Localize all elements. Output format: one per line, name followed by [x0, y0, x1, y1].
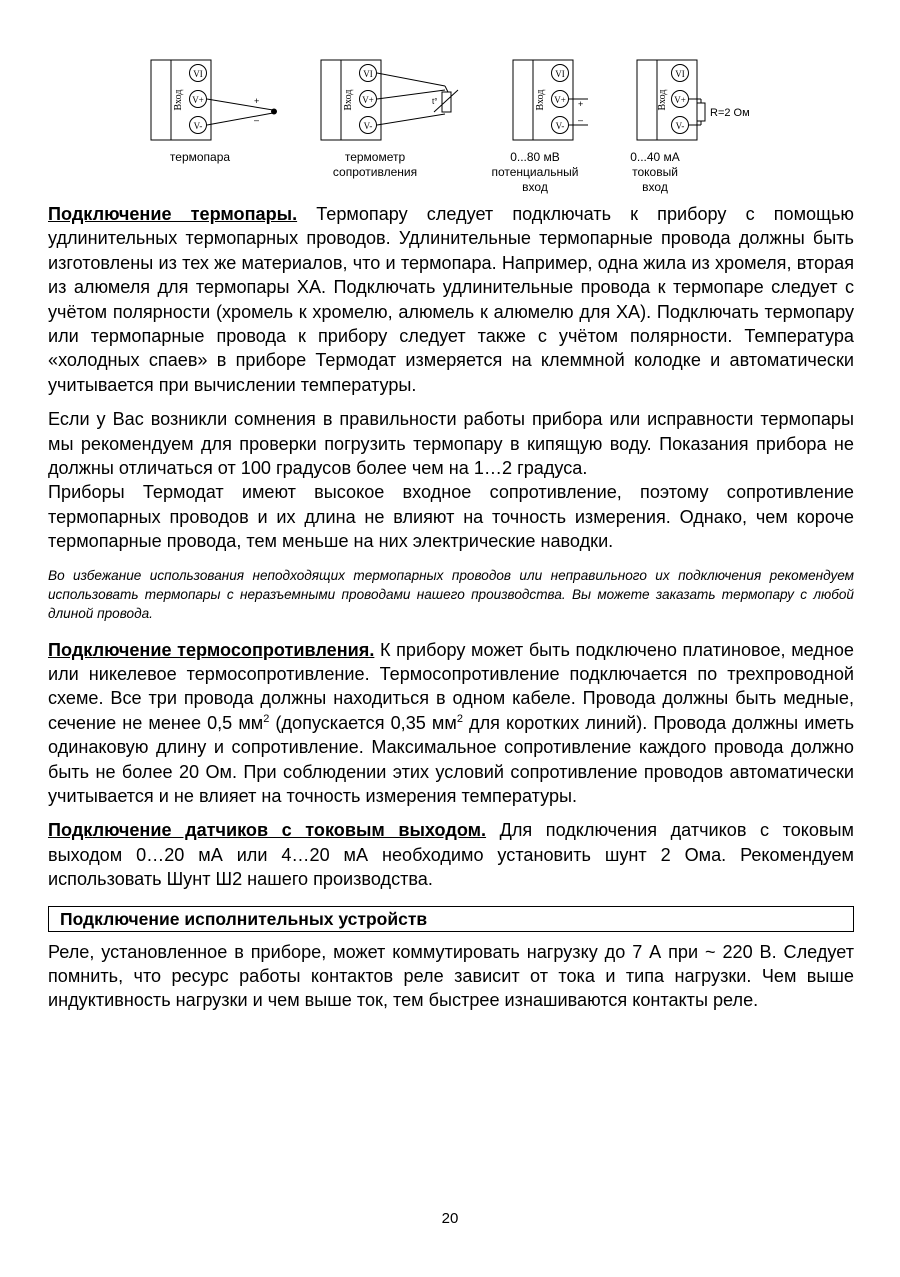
plus-sign: + — [578, 99, 584, 109]
plus-sign: + — [254, 96, 260, 106]
input-label: Вход — [535, 89, 546, 111]
input-label: Вход — [173, 89, 184, 111]
minus-sign: – — [578, 115, 584, 125]
terminal-v1-label: VI — [363, 69, 373, 79]
rtd-paragraph — [48, 638, 854, 809]
terminal-vplus-label: V+ — [362, 95, 374, 105]
terminal-vplus-label: V+ — [192, 95, 204, 105]
superscript: 2 — [456, 712, 463, 725]
note-paragraph: Во избежание использования неподходящих термопарных проводов или неправильного их подключения рекомендуем использовать термопары с неразъемными проводами нашего производства. Вы можете заказать термопару с любой длиной провода. — [48, 567, 854, 622]
rtd-heading: Подключение термосопротивления. — [48, 639, 375, 660]
rtd-diagram — [320, 0, 470, 148]
terminal-vminus-label: V- — [193, 121, 203, 131]
thermocouple-diagram — [150, 0, 290, 148]
mv-caption-line2: потенциальный — [491, 165, 579, 179]
ma-caption-line1: 0...40 мА — [630, 150, 680, 164]
terminal-v1-label: VI — [675, 69, 685, 79]
mv-caption-line3: вход — [522, 180, 548, 194]
resistor-label: R=2 Ом — [710, 107, 750, 119]
rtd-text-1: К прибору может быть подключено платиновое, медное или никелевое термосопротивление. Термосопротивление подключается по трехпроводной схеме. Все три провода должны находиться в одном кабеле. Провода должны быть медные, сечение не менее 0,5 мм — [48, 639, 854, 733]
page-content — [48, 202, 854, 1013]
mv-caption-line1: 0...80 мВ — [510, 150, 560, 164]
current-paragraph — [48, 818, 854, 891]
thermocouple-text: Термопару следует подключать к прибору с помощью удлинительных термопарных проводов. Удлинительные термопарные провода должны быть изготовлены из тех же материалов, что и термопара. Например, одна жила из хромеля, вторая из алюмеля для термопары ХА. Подключать удлинительные провода к термопаре следует с учётом полярности (хромель к хромелю, алюмель к алюмелю для ХА). Подключать термопару или термопарные провода к прибору следует также с учётом полярности. Температура «холодных спаев» в приборе Термодат измеряется на клеммной колодке и автоматически учитывается при вычислении температуры. — [48, 204, 854, 395]
terminal-vplus-label: V+ — [674, 95, 686, 105]
rtd-text-2: (допускается 0,35 мм — [269, 712, 457, 733]
terminal-v1-label: VI — [555, 69, 565, 79]
page-number: 20 — [441, 1210, 459, 1227]
rtd-caption-line2: сопротивления — [332, 165, 418, 179]
resistance-paragraph: Приборы Термодат имеют высокое входное сопротивление, поэтому сопротивление термопарных проводов и их длина не влияют на точность измерения. Однако, чем короче термопарные провода, тем меньше на них электрические наводки. — [48, 482, 854, 552]
temperature-mark: t° — [432, 97, 438, 106]
terminal-vminus-label: V- — [555, 121, 565, 131]
superscript: 2 — [263, 712, 270, 725]
rtd-caption-line1: термометр — [344, 150, 406, 164]
thermocouple-heading: Подключение термопары. — [48, 204, 298, 224]
minus-sign: – — [254, 115, 260, 125]
ma-caption-line3: вход — [642, 180, 668, 194]
doubt-paragraph: Если у Вас возникли сомнения в правильности работы прибора или исправности термопары мы рекомендуем для проверки погрузить термопару в кипящую воду. Показания прибора не должны отличаться от 100 градусов более чем на 1…2 градуса. — [48, 409, 854, 479]
mv-diagram — [512, 0, 612, 148]
current-heading: Подключение датчиков с токовым выходом. — [48, 820, 487, 841]
rtd-text-3: для коротких линий). Провода должны иметь одинаковую длину и сопротивление. Максимальное сопротивление каждого провода должно быть не более 20 Ом. При соблюдении этих условий сопротивление проводов автоматически учитывается и не влияет на точность измерения температуры. — [48, 712, 854, 807]
terminal-v1-label: VI — [193, 69, 203, 79]
current-text: Для подключения датчиков с токовым выходом 0…20 мА или 4…20 мА необходимо установить шунт 2 Ома. Рекомендуем использовать Шунт Ш2 нашего производства. — [48, 820, 854, 890]
ma-diagram — [636, 0, 786, 148]
ma-caption-line2: токовый — [632, 165, 678, 179]
terminal-vplus-label: V+ — [554, 95, 566, 105]
thermocouple-caption: термопара — [169, 150, 231, 164]
thermocouple-paragraph — [48, 202, 854, 397]
actuators-paragraph: Реле, установленное в приборе, может коммутировать нагрузку до 7 А при ~ 220 В. Следует помнить, что ресурс работы контактов реле зависит от тока и типа нагрузки. Чем выше индуктивность нагрузки и чем выше ток, тем быстрее изнашиваются контакты реле. — [48, 941, 854, 1011]
input-label: Вход — [343, 89, 354, 111]
actuators-boxed-heading: Подключение исполнительных устройств — [48, 906, 854, 932]
terminal-vminus-label: V- — [363, 121, 373, 131]
input-label: Вход — [657, 89, 668, 111]
terminal-vminus-label: V- — [675, 121, 685, 131]
